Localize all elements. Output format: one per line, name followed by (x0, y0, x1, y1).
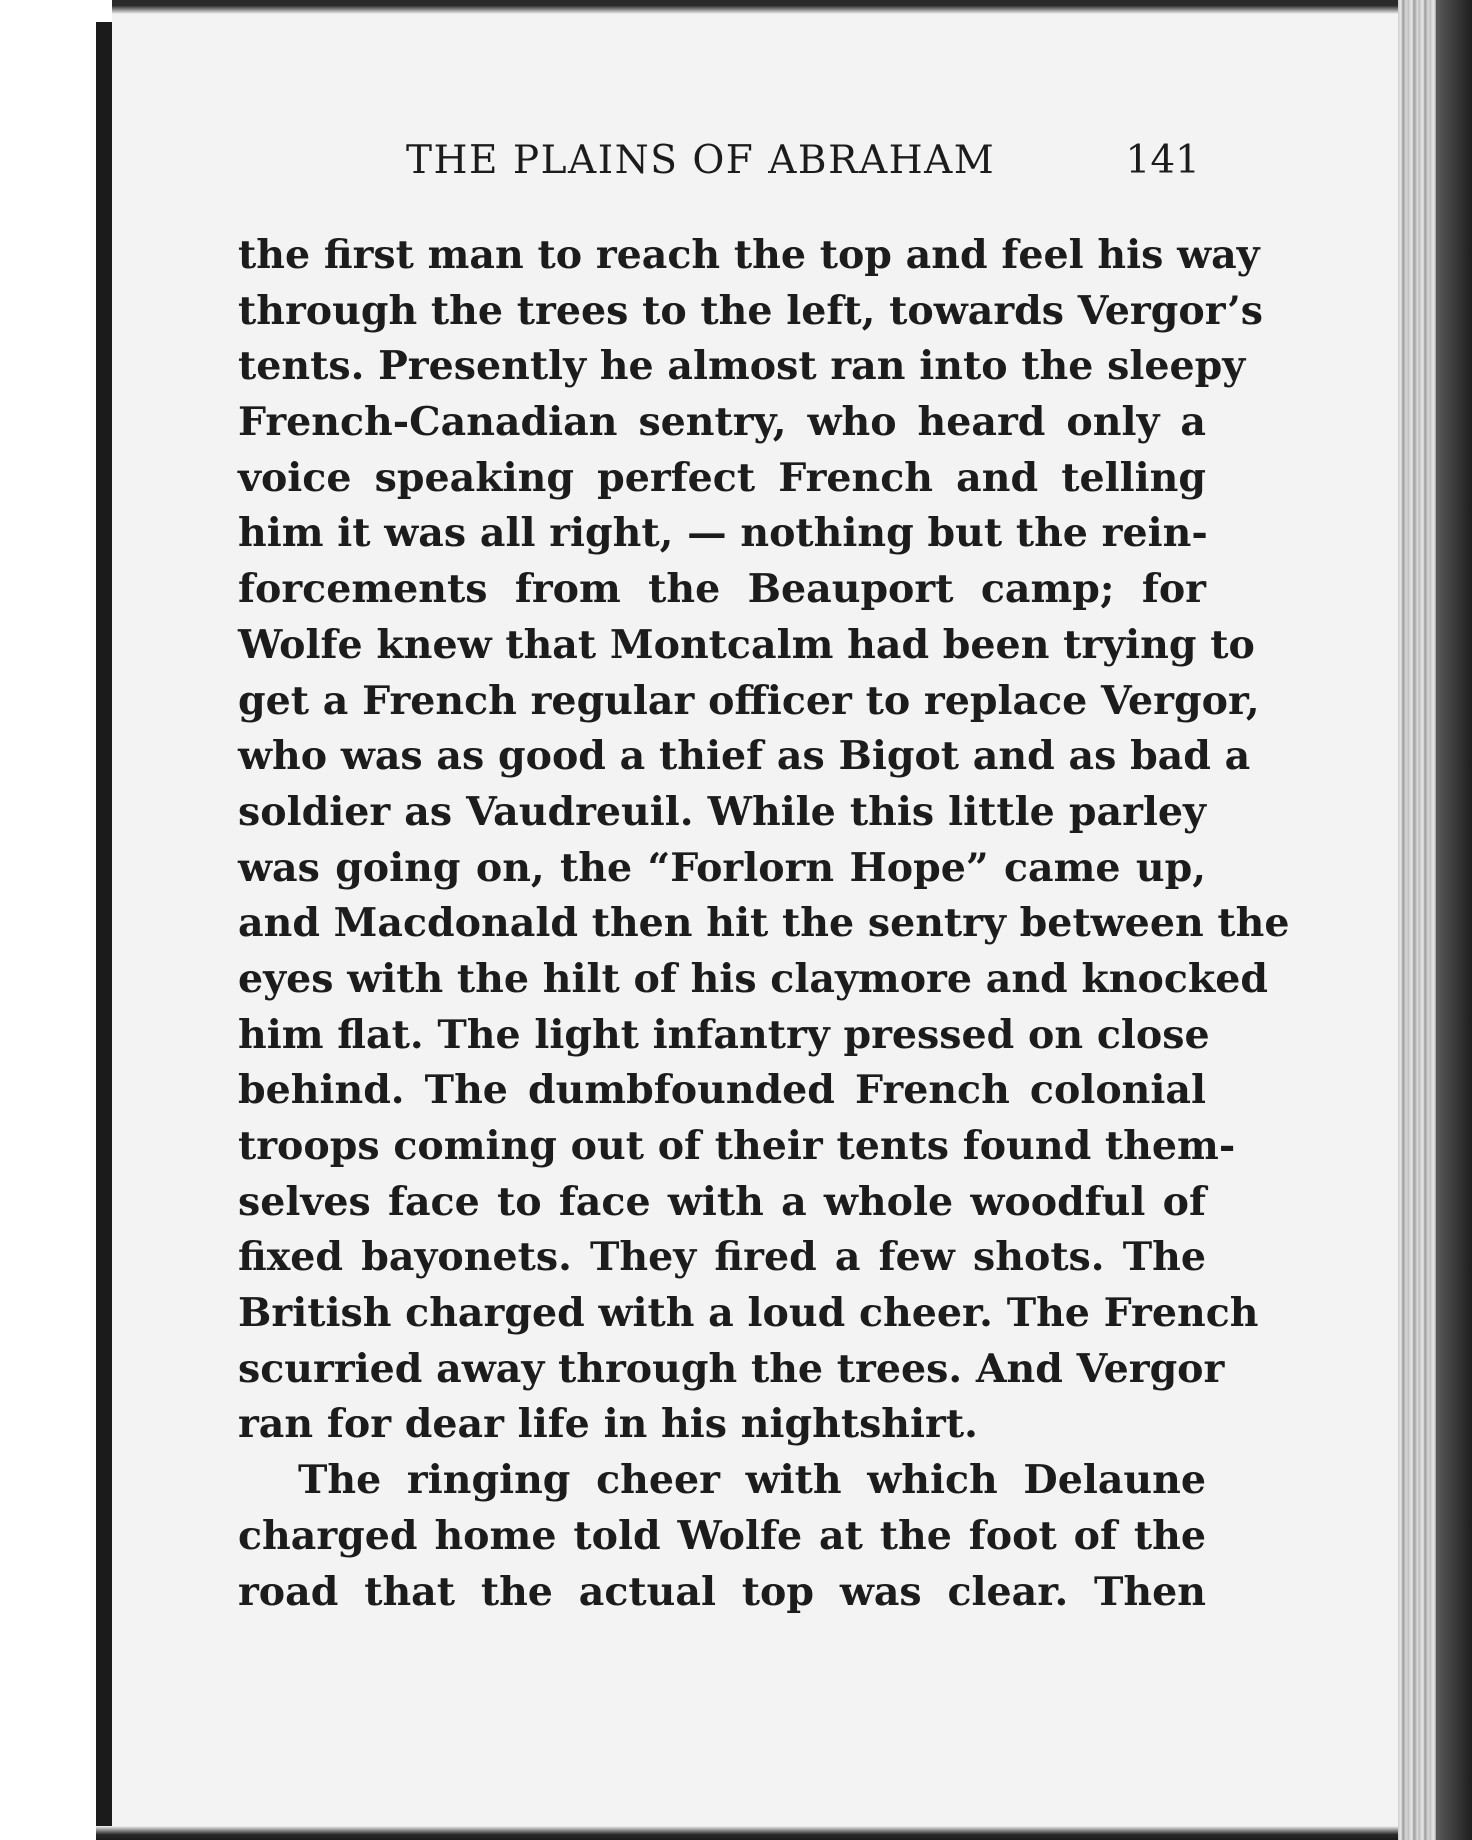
binding-rule (96, 22, 112, 1832)
text-line: through the trees to the left, towards Vergor’s (238, 287, 1263, 334)
text-line: British charged with a loud cheer. The French (238, 1290, 1259, 1337)
text-line: The ringing cheer with which Delaune (298, 1457, 1206, 1504)
text-line: soldier as Vaudreuil. While this little parley (238, 788, 1206, 835)
text-line: tents. Presently he almost ran into the sleepy (238, 343, 1246, 390)
text-line: voice speaking perfect French and telling (238, 454, 1206, 501)
text-line: fixed bayonets. They fired a few shots. The (238, 1234, 1206, 1281)
bottom-shadow (96, 1826, 1406, 1840)
text-line: behind. The dumbfounded French colonial (238, 1067, 1206, 1114)
text-line: was going on, the “Forlorn Hope” came up, (238, 844, 1206, 891)
page-header (240, 138, 1200, 188)
text-line: selves face to face with a whole woodful of (238, 1178, 1206, 1225)
text-line: ran for dear life in his nightshirt. (238, 1401, 978, 1448)
text-line: Wolfe knew that Montcalm had been trying to (238, 621, 1255, 668)
top-shadow (112, 0, 1402, 14)
page-number: 141 (1125, 138, 1200, 183)
text-line: road that the actual top was clear. Then (238, 1568, 1206, 1615)
book-cover-edge (1436, 0, 1472, 1840)
text-line: troops coming out of their tents found them- (238, 1123, 1236, 1169)
text-line: him it was all right, — nothing but the rein- (238, 510, 1208, 557)
text-line: charged home told Wolfe at the foot of the (238, 1512, 1206, 1559)
binding-edge (0, 0, 98, 1840)
body-text (238, 228, 1290, 1620)
running-head: THE PLAINS OF ABRAHAM (406, 138, 996, 183)
text-line: French-Canadian sentry, who heard only a (238, 399, 1206, 446)
text-line: eyes with the hilt of his claymore and knocked (238, 955, 1269, 1002)
text-line: scurried away through the trees. And Vergor (238, 1345, 1225, 1392)
text-line: forcements from the Beauport camp; for (238, 566, 1206, 613)
text-line: who was as good a thief as Bigot and as bad a (238, 733, 1251, 780)
text-line: get a French regular officer to replace Vergor, (238, 677, 1260, 724)
text-line: the first man to reach the top and feel his way (238, 232, 1260, 278)
text-line: him flat. The light infantry pressed on close (238, 1011, 1210, 1058)
text-line: and Macdonald then hit the sentry between the (238, 900, 1290, 947)
